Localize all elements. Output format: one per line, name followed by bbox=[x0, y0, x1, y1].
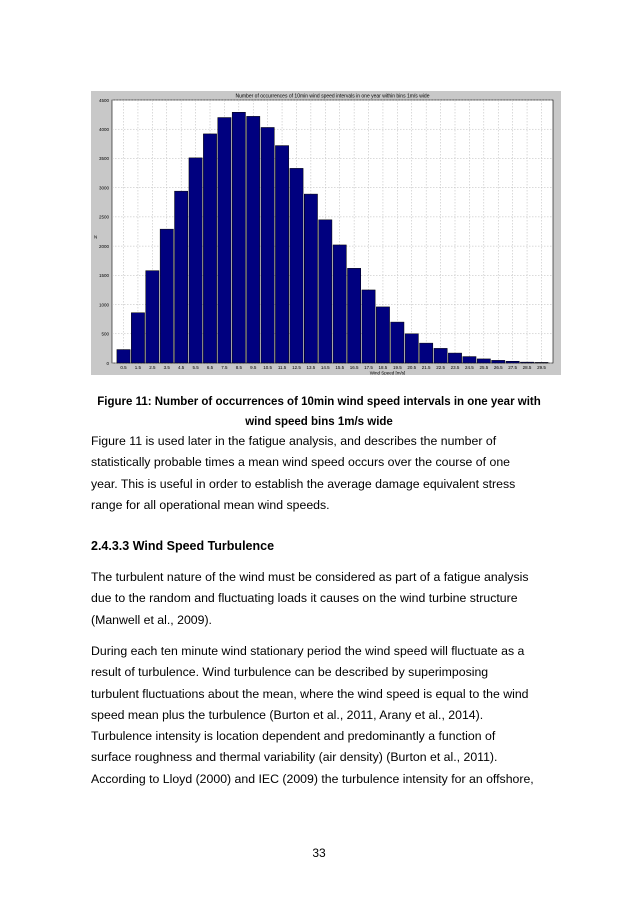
x-tick-label: 21.5 bbox=[421, 365, 431, 370]
histogram-bar bbox=[376, 307, 389, 363]
y-tick-label: 3500 bbox=[98, 156, 109, 162]
histogram-bar bbox=[405, 334, 418, 363]
text-line: result of turbulence. Wind turbulence can be described by superimposing bbox=[91, 665, 489, 680]
x-tick-label: 5.5 bbox=[192, 365, 199, 370]
histogram-chart bbox=[91, 91, 561, 375]
histogram-bar bbox=[290, 168, 303, 363]
x-tick-label: 25.5 bbox=[479, 365, 489, 370]
x-tick-label: 13.5 bbox=[306, 365, 316, 370]
text-line: range for all operational mean wind speeds. bbox=[91, 497, 330, 512]
histogram-bar bbox=[333, 245, 346, 363]
histogram-bar bbox=[391, 322, 404, 363]
paragraph-turbulence-description bbox=[91, 641, 547, 790]
x-tick-label: 6.5 bbox=[206, 365, 214, 370]
y-tick-label: 1500 bbox=[98, 273, 109, 279]
histogram-bar bbox=[261, 127, 274, 363]
text-line: (Manwell et al., 2009). bbox=[91, 612, 212, 627]
histogram-bar bbox=[319, 220, 332, 363]
histogram-bar bbox=[362, 290, 375, 363]
text-line: During each ten minute wind stationary period the wind speed will fluctuate as a bbox=[91, 644, 525, 658]
text-line: speed mean plus the turbulence (Burton et al., 2011, Arany et al., 2014). bbox=[91, 707, 484, 722]
x-tick-label: 23.5 bbox=[450, 365, 460, 370]
text-line: According to Lloyd (2000) and IEC (2009) the turbulence intensity for an offshore, bbox=[91, 771, 534, 786]
x-tick-label: 2.5 bbox=[149, 365, 156, 370]
histogram-bar bbox=[463, 357, 476, 363]
histogram-bar bbox=[535, 362, 548, 363]
x-tick-label: 14.5 bbox=[320, 365, 330, 370]
figure-caption-line: Figure 11: Number of occurrences of 10min wind speed intervals in one year with bbox=[97, 396, 541, 408]
x-tick-label: 29.5 bbox=[537, 365, 546, 370]
text-line: due to the random and fluctuating loads it causes on the wind turbine structure bbox=[91, 591, 518, 606]
text-line: statistically probable times a mean wind speed occurs over the course of one bbox=[91, 455, 510, 470]
text-line: year. This is useful in order to establish the average damage equivalent stress bbox=[91, 476, 516, 491]
x-tick-label: 11.5 bbox=[277, 365, 287, 370]
x-tick-label: 27.5 bbox=[508, 365, 518, 370]
x-tick-label: 28.5 bbox=[522, 365, 532, 370]
histogram-bar bbox=[347, 268, 360, 363]
histogram-bar bbox=[477, 359, 490, 363]
section-heading: 2.4.3.3 Wind Speed Turbulence bbox=[91, 539, 275, 553]
x-tick-label: 15.5 bbox=[335, 365, 345, 370]
x-tick-label: 22.5 bbox=[436, 365, 445, 370]
y-tick-label: 2500 bbox=[98, 214, 109, 220]
text-line: Turbulence intensity is location dependent and predominantly a function of bbox=[91, 729, 496, 744]
histogram-bar bbox=[520, 362, 533, 363]
paragraph-turbulence-intro bbox=[91, 567, 547, 631]
x-tick-label: 17.5 bbox=[364, 365, 373, 370]
histogram-bar bbox=[146, 271, 159, 363]
histogram-bar bbox=[420, 343, 433, 363]
text-line: turbulent fluctuations about the mean, where the wind speed is equal to the wind bbox=[91, 686, 529, 701]
histogram-bar bbox=[232, 112, 245, 363]
x-tick-label: 7.5 bbox=[221, 365, 228, 370]
histogram-bar bbox=[247, 116, 260, 363]
y-tick-label: 500 bbox=[101, 331, 109, 337]
chart-title: Number of occurrences of 10min wind speed intervals in one year within bins 1m/s wide bbox=[235, 93, 430, 100]
figure-caption-line: wind speed bins 1m/s wide bbox=[245, 416, 393, 428]
x-tick-label: 9.5 bbox=[250, 365, 257, 370]
x-tick-label: 12.5 bbox=[292, 365, 301, 370]
x-tick-label: 3.5 bbox=[163, 365, 170, 370]
x-tick-label: 4.5 bbox=[178, 365, 185, 370]
x-tick-label: 18.5 bbox=[378, 365, 388, 370]
figure-caption bbox=[91, 392, 547, 432]
histogram-bar bbox=[218, 118, 231, 363]
page-number: 33 bbox=[312, 846, 326, 860]
y-axis-label: N bbox=[94, 234, 98, 240]
histogram-bar bbox=[203, 134, 216, 363]
y-tick-label: 1000 bbox=[98, 302, 109, 308]
y-tick-label: 4000 bbox=[98, 127, 109, 133]
x-tick-label: 8.5 bbox=[235, 365, 242, 370]
text-line: The turbulent nature of the wind must be considered as part of a fatigue analysis bbox=[91, 570, 529, 584]
wind-speed-histogram-figure bbox=[91, 91, 561, 375]
histogram-bar bbox=[175, 191, 188, 363]
x-tick-label: 19.5 bbox=[392, 365, 402, 370]
y-tick-label: 3000 bbox=[98, 185, 109, 191]
x-axis-label: Wind Speed [m/s] bbox=[369, 370, 406, 375]
x-tick-label: 26.5 bbox=[493, 365, 503, 370]
x-tick-label: 0.5 bbox=[120, 365, 127, 370]
histogram-bar bbox=[131, 313, 144, 363]
text-line: Figure 11 is used later in the fatigue analysis, and describes the number of bbox=[91, 434, 497, 448]
paragraph-figure-description bbox=[91, 431, 547, 516]
x-tick-label: 10.5 bbox=[263, 365, 273, 370]
histogram-bar bbox=[275, 146, 288, 363]
histogram-bar bbox=[160, 229, 173, 363]
histogram-bar bbox=[492, 360, 505, 363]
histogram-bar bbox=[117, 350, 130, 363]
y-tick-label: 2000 bbox=[98, 243, 109, 249]
histogram-bar bbox=[506, 361, 519, 363]
x-tick-label: 20.5 bbox=[407, 365, 417, 370]
x-tick-label: 24.5 bbox=[465, 365, 474, 370]
x-tick-label: 16.5 bbox=[349, 365, 359, 370]
histogram-bar bbox=[434, 348, 447, 363]
histogram-bar bbox=[304, 194, 317, 363]
histogram-bar bbox=[189, 158, 202, 363]
x-tick-label: 1.5 bbox=[134, 365, 142, 370]
histogram-bar bbox=[448, 353, 461, 363]
y-tick-label: 4500 bbox=[98, 97, 109, 103]
text-line: surface roughness and thermal variability (air density) (Burton et al., 2011). bbox=[91, 750, 498, 765]
y-tick-label: 0 bbox=[106, 360, 109, 366]
